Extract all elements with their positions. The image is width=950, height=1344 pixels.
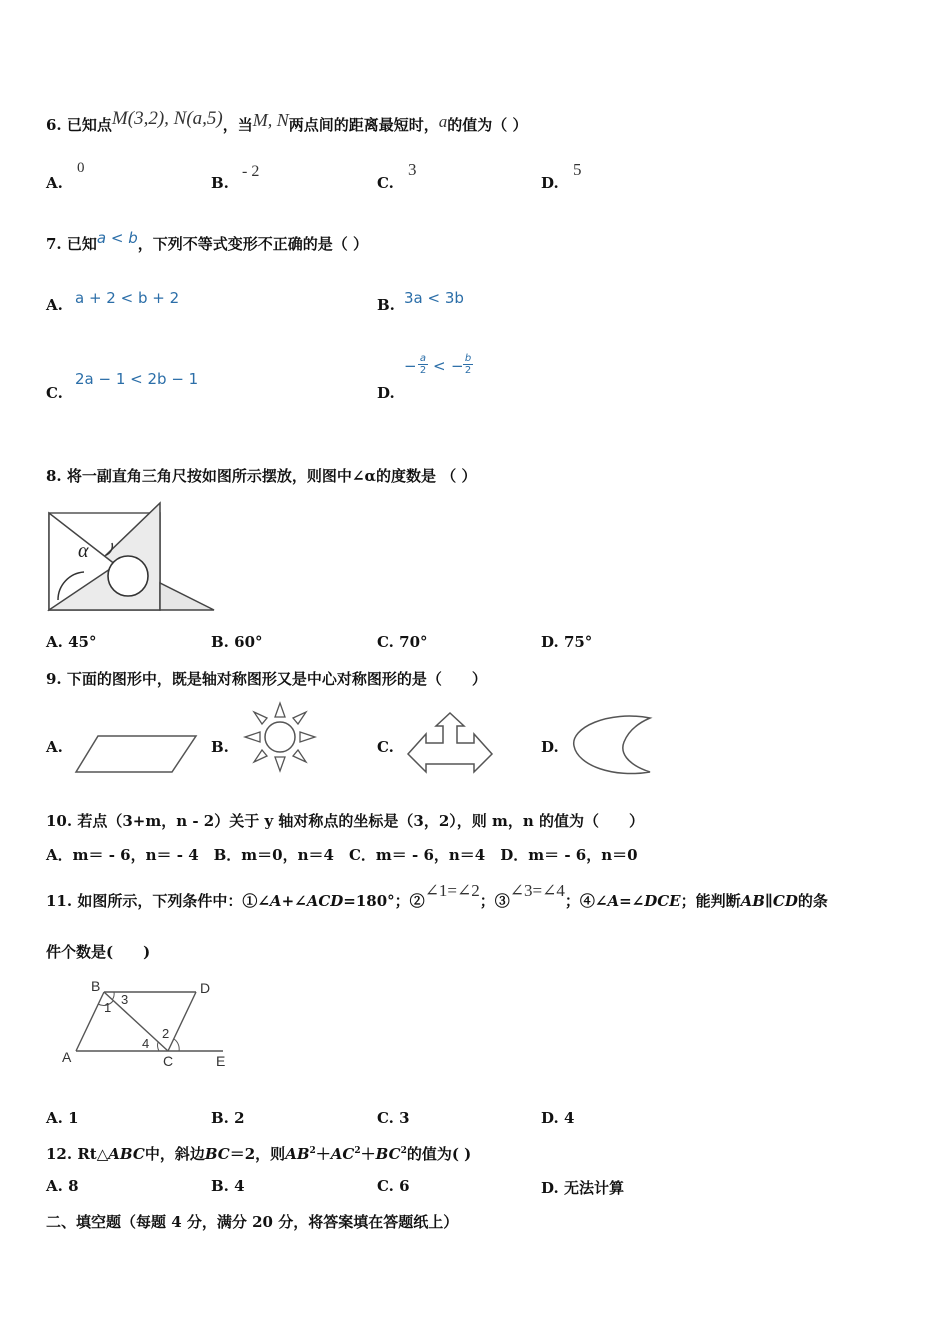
q11-option-d[interactable] xyxy=(541,1109,574,1127)
q11-text-3f: ∥ xyxy=(764,892,773,910)
q7-text-2: ，下列不等式变形不正确的是（ ） xyxy=(137,235,368,253)
q12-text-2: ABC xyxy=(108,1145,145,1163)
q12-text-3: 中，斜边 xyxy=(144,1145,205,1163)
q12-text-10: BC xyxy=(375,1145,401,1163)
q8-option-a-value: 45° xyxy=(68,633,97,651)
q7-option-c[interactable] xyxy=(46,384,63,402)
q6-option-b[interactable] xyxy=(211,174,229,192)
q8-option-a-label: A. xyxy=(46,633,63,651)
q7-option-d-lt: < xyxy=(433,357,446,375)
q6-option-a[interactable] xyxy=(46,174,63,192)
q10-options[interactable]: A．m＝ - 6，n＝ - 4 B．m＝0，n＝4 C．m＝ - 6，n＝4 D．m＝ - 6，n＝0 xyxy=(46,846,638,864)
q9-option-d-label: D. xyxy=(541,738,559,756)
q12-text-4: BC xyxy=(204,1145,230,1163)
q6-math-2: M, N xyxy=(252,110,289,130)
q7-option-d-den-1: 2 xyxy=(419,365,427,376)
q7-option-a[interactable] xyxy=(46,296,63,314)
q11-math-1: ∠1=∠2 xyxy=(424,881,480,900)
q7-math-1: a < b xyxy=(96,229,138,247)
q8-option-b-value: 60° xyxy=(234,633,263,651)
q8-option-a[interactable] xyxy=(46,633,96,651)
q12-text-8: AC xyxy=(330,1145,355,1163)
q11-option-c[interactable] xyxy=(377,1109,410,1127)
q12-text-6: AB xyxy=(285,1145,310,1163)
q10-text: 若点（3+m，n - 2）关于 y 轴对称点的坐标是（3，2），则 m，n 的值为（ ） xyxy=(77,812,644,830)
q11-text-1a: A xyxy=(269,892,282,910)
q7-option-d-frac-2 xyxy=(463,353,473,376)
q11-option-d-label: D. xyxy=(541,1109,559,1127)
q11-option-b[interactable] xyxy=(211,1109,245,1127)
q6-text-1: 已知点 xyxy=(66,116,112,134)
q6-stem xyxy=(46,108,528,136)
q7-option-d-minus-2: − xyxy=(451,357,464,375)
q8-option-c-label: C. xyxy=(377,633,394,651)
q6-option-a-value: 0 xyxy=(77,160,85,176)
q9-option-b-label: B. xyxy=(211,738,229,756)
q8-option-c-value: 70° xyxy=(399,633,428,651)
q11-option-b-label: B. xyxy=(211,1109,229,1127)
q9-arrow-shape xyxy=(404,710,496,774)
q9-parallelogram-shape xyxy=(72,733,200,775)
q8-right-triangle xyxy=(160,583,214,610)
q12-option-a-value: 8 xyxy=(68,1177,79,1195)
q7-number: 7. xyxy=(46,235,62,253)
q11-option-a[interactable] xyxy=(46,1109,79,1127)
q12-text-5: ＝2，则 xyxy=(229,1145,286,1163)
q11-option-d-value: 4 xyxy=(563,1109,575,1127)
q6-option-c-value: 3 xyxy=(408,160,417,179)
q9-option-d[interactable] xyxy=(541,738,559,756)
q9-number: 9. xyxy=(46,670,62,688)
q7-option-b-value: 3a < 3b xyxy=(404,289,464,307)
q6-option-b-label: B. xyxy=(211,174,229,192)
q7-option-c-label: C. xyxy=(46,384,63,402)
q11-option-a-value: 1 xyxy=(68,1109,79,1127)
q11-text-3d: ；能判断 xyxy=(680,892,741,910)
q9-text: 下面的图形中，既是轴对称图形又是中心对称图形的是（ ） xyxy=(66,670,487,688)
q12-option-d-value: 无法计算 xyxy=(563,1179,624,1197)
q12-option-b-value: 4 xyxy=(234,1177,245,1195)
q11-label-3: 3 xyxy=(121,992,129,1007)
q7-option-d-den-2: 2 xyxy=(464,365,472,376)
q12-number: 12. xyxy=(46,1145,73,1163)
q12-option-b[interactable] xyxy=(211,1177,245,1195)
q12-text-11: 的值为( ) xyxy=(406,1145,472,1163)
q9-option-c-label: C. xyxy=(377,738,394,756)
q8-option-b-label: B. xyxy=(211,633,229,651)
q9-sun-shape xyxy=(238,700,322,776)
q11-text-1c: ACD xyxy=(306,892,344,910)
q9-option-c[interactable] xyxy=(377,738,394,756)
q12-option-d[interactable] xyxy=(541,1177,624,1198)
q11-text-1: 如图所示，下列条件中：①∠ xyxy=(77,892,270,910)
q6-option-c-label: C. xyxy=(377,174,394,192)
q6-text-2: ，当 xyxy=(222,116,253,134)
q11-text-2: ；③ xyxy=(479,892,510,910)
q7-option-b[interactable] xyxy=(377,296,395,314)
q12-option-c-label: C. xyxy=(377,1177,394,1195)
q7-option-d-frac-1 xyxy=(418,353,428,376)
q11-option-c-value: 3 xyxy=(399,1109,410,1127)
q11-text-3h: 的条 xyxy=(797,892,828,910)
q7-option-d-num-2: b xyxy=(464,353,472,364)
q7-stem xyxy=(46,229,368,254)
q11-label-e: E xyxy=(216,1053,226,1069)
q8-text: 将一副直角三角尺按如图所示摆放，则图中∠α的度数是 （ ） xyxy=(66,467,477,485)
q11-option-c-label: C. xyxy=(377,1109,394,1127)
q12-text-9: ＋ xyxy=(360,1145,376,1163)
q7-option-b-label: B. xyxy=(377,296,395,314)
q7-option-c-value: 2a − 1 < 2b − 1 xyxy=(75,370,199,388)
q12-option-b-label: B. xyxy=(211,1177,229,1195)
q11-label-a: A xyxy=(62,1049,72,1065)
q11-option-a-label: A. xyxy=(46,1109,63,1127)
q8-option-d[interactable] xyxy=(541,633,592,651)
q12-stem xyxy=(46,1143,471,1164)
q8-option-d-label: D. xyxy=(541,633,559,651)
q6-option-c[interactable] xyxy=(377,174,394,192)
q8-stem xyxy=(46,465,476,486)
q11-text-1b: +∠ xyxy=(281,892,307,910)
q11-option-b-value: 2 xyxy=(234,1109,245,1127)
q11-stem-line-2: 件个数是( ) xyxy=(46,943,151,961)
q12-sup-2: 2 xyxy=(354,1146,361,1156)
q10-number: 10. xyxy=(46,812,73,830)
q7-option-d-label: D. xyxy=(377,384,395,402)
q11-stem xyxy=(46,881,828,911)
q6-option-a-label: A. xyxy=(46,174,63,192)
q11-text-3g: CD xyxy=(772,892,798,910)
q11-label-d: D xyxy=(200,980,211,996)
q11-text-1d: =180°；② xyxy=(343,892,425,910)
q7-option-a-label: A. xyxy=(46,296,63,314)
q11-label-1: 1 xyxy=(104,1000,112,1015)
q12-option-d-label: D. xyxy=(541,1179,559,1197)
q6-option-d-value: 5 xyxy=(573,160,582,179)
q7-option-d-minus-1: − xyxy=(404,357,417,375)
q10-stem xyxy=(46,810,644,831)
q11-text-3: ；④∠ xyxy=(564,892,608,910)
q9-crescent-shape xyxy=(568,712,658,776)
q8-option-d-value: 75° xyxy=(563,633,593,651)
q6-number: 6. xyxy=(46,116,62,134)
q8-option-c[interactable] xyxy=(377,633,428,651)
q8-circle-hole xyxy=(108,556,148,596)
section-2-title: 二、填空题（每题 4 分，满分 20 分，将答案填在答题纸上） xyxy=(46,1213,459,1231)
q6-math-3: a xyxy=(438,112,448,131)
q6-math-1: M(3,2), N(a,5) xyxy=(111,108,223,129)
q12-sup-3: 2 xyxy=(400,1146,407,1156)
q12-text-1: Rt△ xyxy=(77,1145,109,1163)
q11-label-c: C xyxy=(163,1053,174,1069)
q12-option-a-label: A. xyxy=(46,1177,63,1195)
q11-text-3b: =∠ xyxy=(619,892,645,910)
q12-text-7: ＋ xyxy=(315,1145,331,1163)
q8-option-b[interactable] xyxy=(211,633,263,651)
q11-parallel-figure xyxy=(58,976,238,1072)
q7-option-d[interactable] xyxy=(377,384,395,402)
q6-option-d-label: D. xyxy=(541,174,559,192)
q8-number: 8. xyxy=(46,467,62,485)
q11-label-2: 2 xyxy=(162,1026,170,1041)
q11-text-3e: AB xyxy=(740,892,765,910)
q9-option-b[interactable] xyxy=(211,738,229,756)
q11-text-3c: DCE xyxy=(644,892,681,910)
q6-option-b-value: - 2 xyxy=(242,163,260,180)
q7-option-d-num-1: a xyxy=(419,353,427,364)
q12-option-c[interactable] xyxy=(377,1177,410,1195)
q7-option-a-value: a + 2 < b + 2 xyxy=(75,289,180,307)
q9-stem xyxy=(46,668,487,689)
q11-label-b: B xyxy=(91,978,101,994)
q6-option-d[interactable] xyxy=(541,174,559,192)
q12-option-c-value: 6 xyxy=(399,1177,410,1195)
q6-text-4: 的值为（ ） xyxy=(447,116,528,134)
q7-text-1: 已知 xyxy=(66,235,97,253)
q11-label-4: 4 xyxy=(142,1036,150,1051)
q9-option-a-label: A. xyxy=(46,738,63,756)
q12-sup-1: 2 xyxy=(309,1146,316,1156)
q11-number: 11. xyxy=(46,892,73,910)
q8-alpha-label: α xyxy=(78,540,89,562)
q11-text-3a: A xyxy=(607,892,620,910)
q9-option-a[interactable] xyxy=(46,738,63,756)
q12-option-a[interactable] xyxy=(46,1177,79,1195)
q6-text-3: 两点间的距离最短时， xyxy=(288,116,439,134)
q8-triangle-figure xyxy=(46,500,218,616)
q11-math-2: ∠3=∠4 xyxy=(509,881,565,900)
